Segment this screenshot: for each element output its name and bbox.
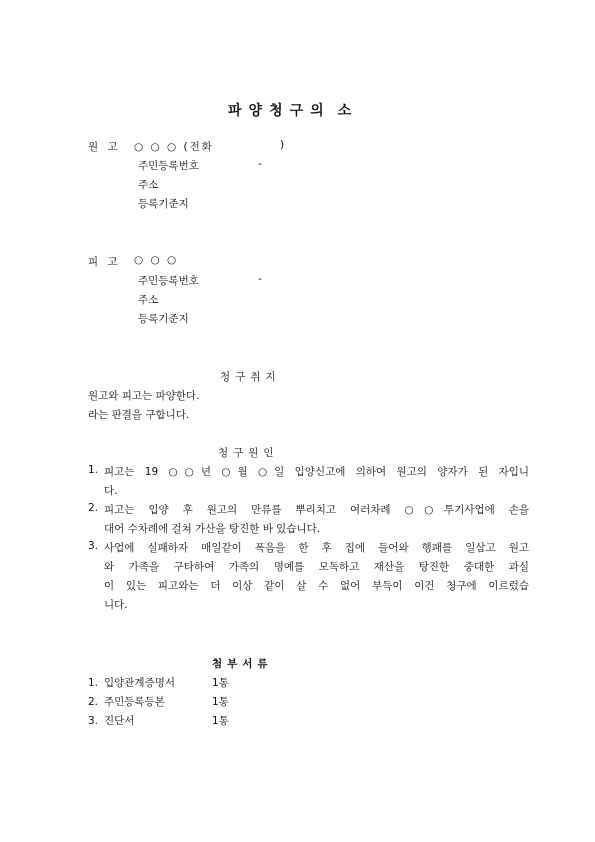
attachment-num: 1.: [88, 677, 99, 689]
attachment-num: 2.: [88, 696, 99, 708]
title-char: 소: [337, 103, 352, 119]
title-char: 의: [310, 103, 324, 119]
attachments-heading: 첨부서류: [212, 658, 273, 670]
claim-cause-item-line: 피고는 입양 후 원고의 만류를 뿌리치고 여러차례 ○○투기사업에 손을: [104, 504, 529, 516]
claim-cause-item-num: 3.: [88, 540, 99, 552]
defendant-address-label: 주소: [138, 294, 159, 306]
claim-cause-item-num: 2.: [88, 502, 99, 514]
attachment-name: 진단서: [104, 715, 135, 727]
claim-cause-item-line: 다.: [104, 485, 118, 497]
plaintiff-label: 원 고: [88, 141, 121, 153]
claim-cause-item-line: 이 있는 피고와는 더 이상 같이 살 수 없어 부득이 이건 청구에 이르렀습: [104, 580, 529, 592]
plaintiff-rrn-label: 주민등록번호: [138, 160, 199, 172]
plaintiff-phone-close: ): [280, 139, 285, 151]
plaintiff-name: ○ ○ ○ (전화: [134, 141, 214, 153]
claim-cause-item-line: 피고는 19 ○○년 ○월 ○일 입양신고에 의하여 원고의 양자가 된 자입니: [104, 466, 529, 478]
document-title: [228, 100, 358, 120]
claim-cause-item-line: 와 가족을 구타하여 가족의 명예를 모독하고 재산을 탕진한 중대한 과실: [104, 561, 529, 573]
plaintiff-address-label: 주소: [138, 179, 159, 191]
attachment-count: 1통: [212, 677, 229, 689]
attachment-item: [88, 694, 229, 709]
plaintiff-domicile-label: 등록기준지: [138, 198, 189, 210]
attachment-count: 1통: [212, 696, 229, 708]
claim-cause-item-line: 니다.: [104, 599, 128, 611]
attachment-name: 입양관계증명서: [104, 677, 176, 689]
title-char: 구: [289, 103, 304, 119]
defendant-rrn-dash: -: [258, 273, 262, 285]
claim-cause-item-line: 사업에 실패하자 매일같이 폭음을 한 후 집에 들어와 행패를 일삼고 원고: [104, 542, 529, 554]
attachment-num: 3.: [88, 715, 99, 727]
attachment-item: [88, 713, 229, 728]
claim-purpose-heading: 청구취지: [220, 371, 281, 383]
title-char: 파: [228, 103, 242, 119]
claim-cause-item-num: 1.: [88, 464, 99, 476]
title-char: 양: [248, 103, 263, 119]
defendant-rrn-label: 주민등록번호: [138, 275, 199, 287]
claim-purpose-line: 원고와 피고는 파양한다.: [88, 390, 200, 402]
claim-cause-heading: 청구원인: [218, 447, 279, 459]
defendant-domicile-label: 등록기준지: [138, 313, 189, 325]
attachment-name: 주민등록등본: [104, 696, 165, 708]
claim-cause-item-line: 대어 수차례에 걸쳐 가산을 탕진한 바 있습니다.: [104, 523, 321, 535]
defendant-label: 피 고: [88, 256, 121, 268]
attachment-item: [88, 675, 229, 690]
claim-purpose-line: 라는 판결을 구합니다.: [88, 409, 190, 421]
defendant-name: ○ ○ ○: [134, 254, 179, 266]
plaintiff-rrn-dash: -: [258, 158, 262, 170]
attachment-count: 1통: [212, 715, 229, 727]
title-char: 청: [269, 103, 283, 119]
